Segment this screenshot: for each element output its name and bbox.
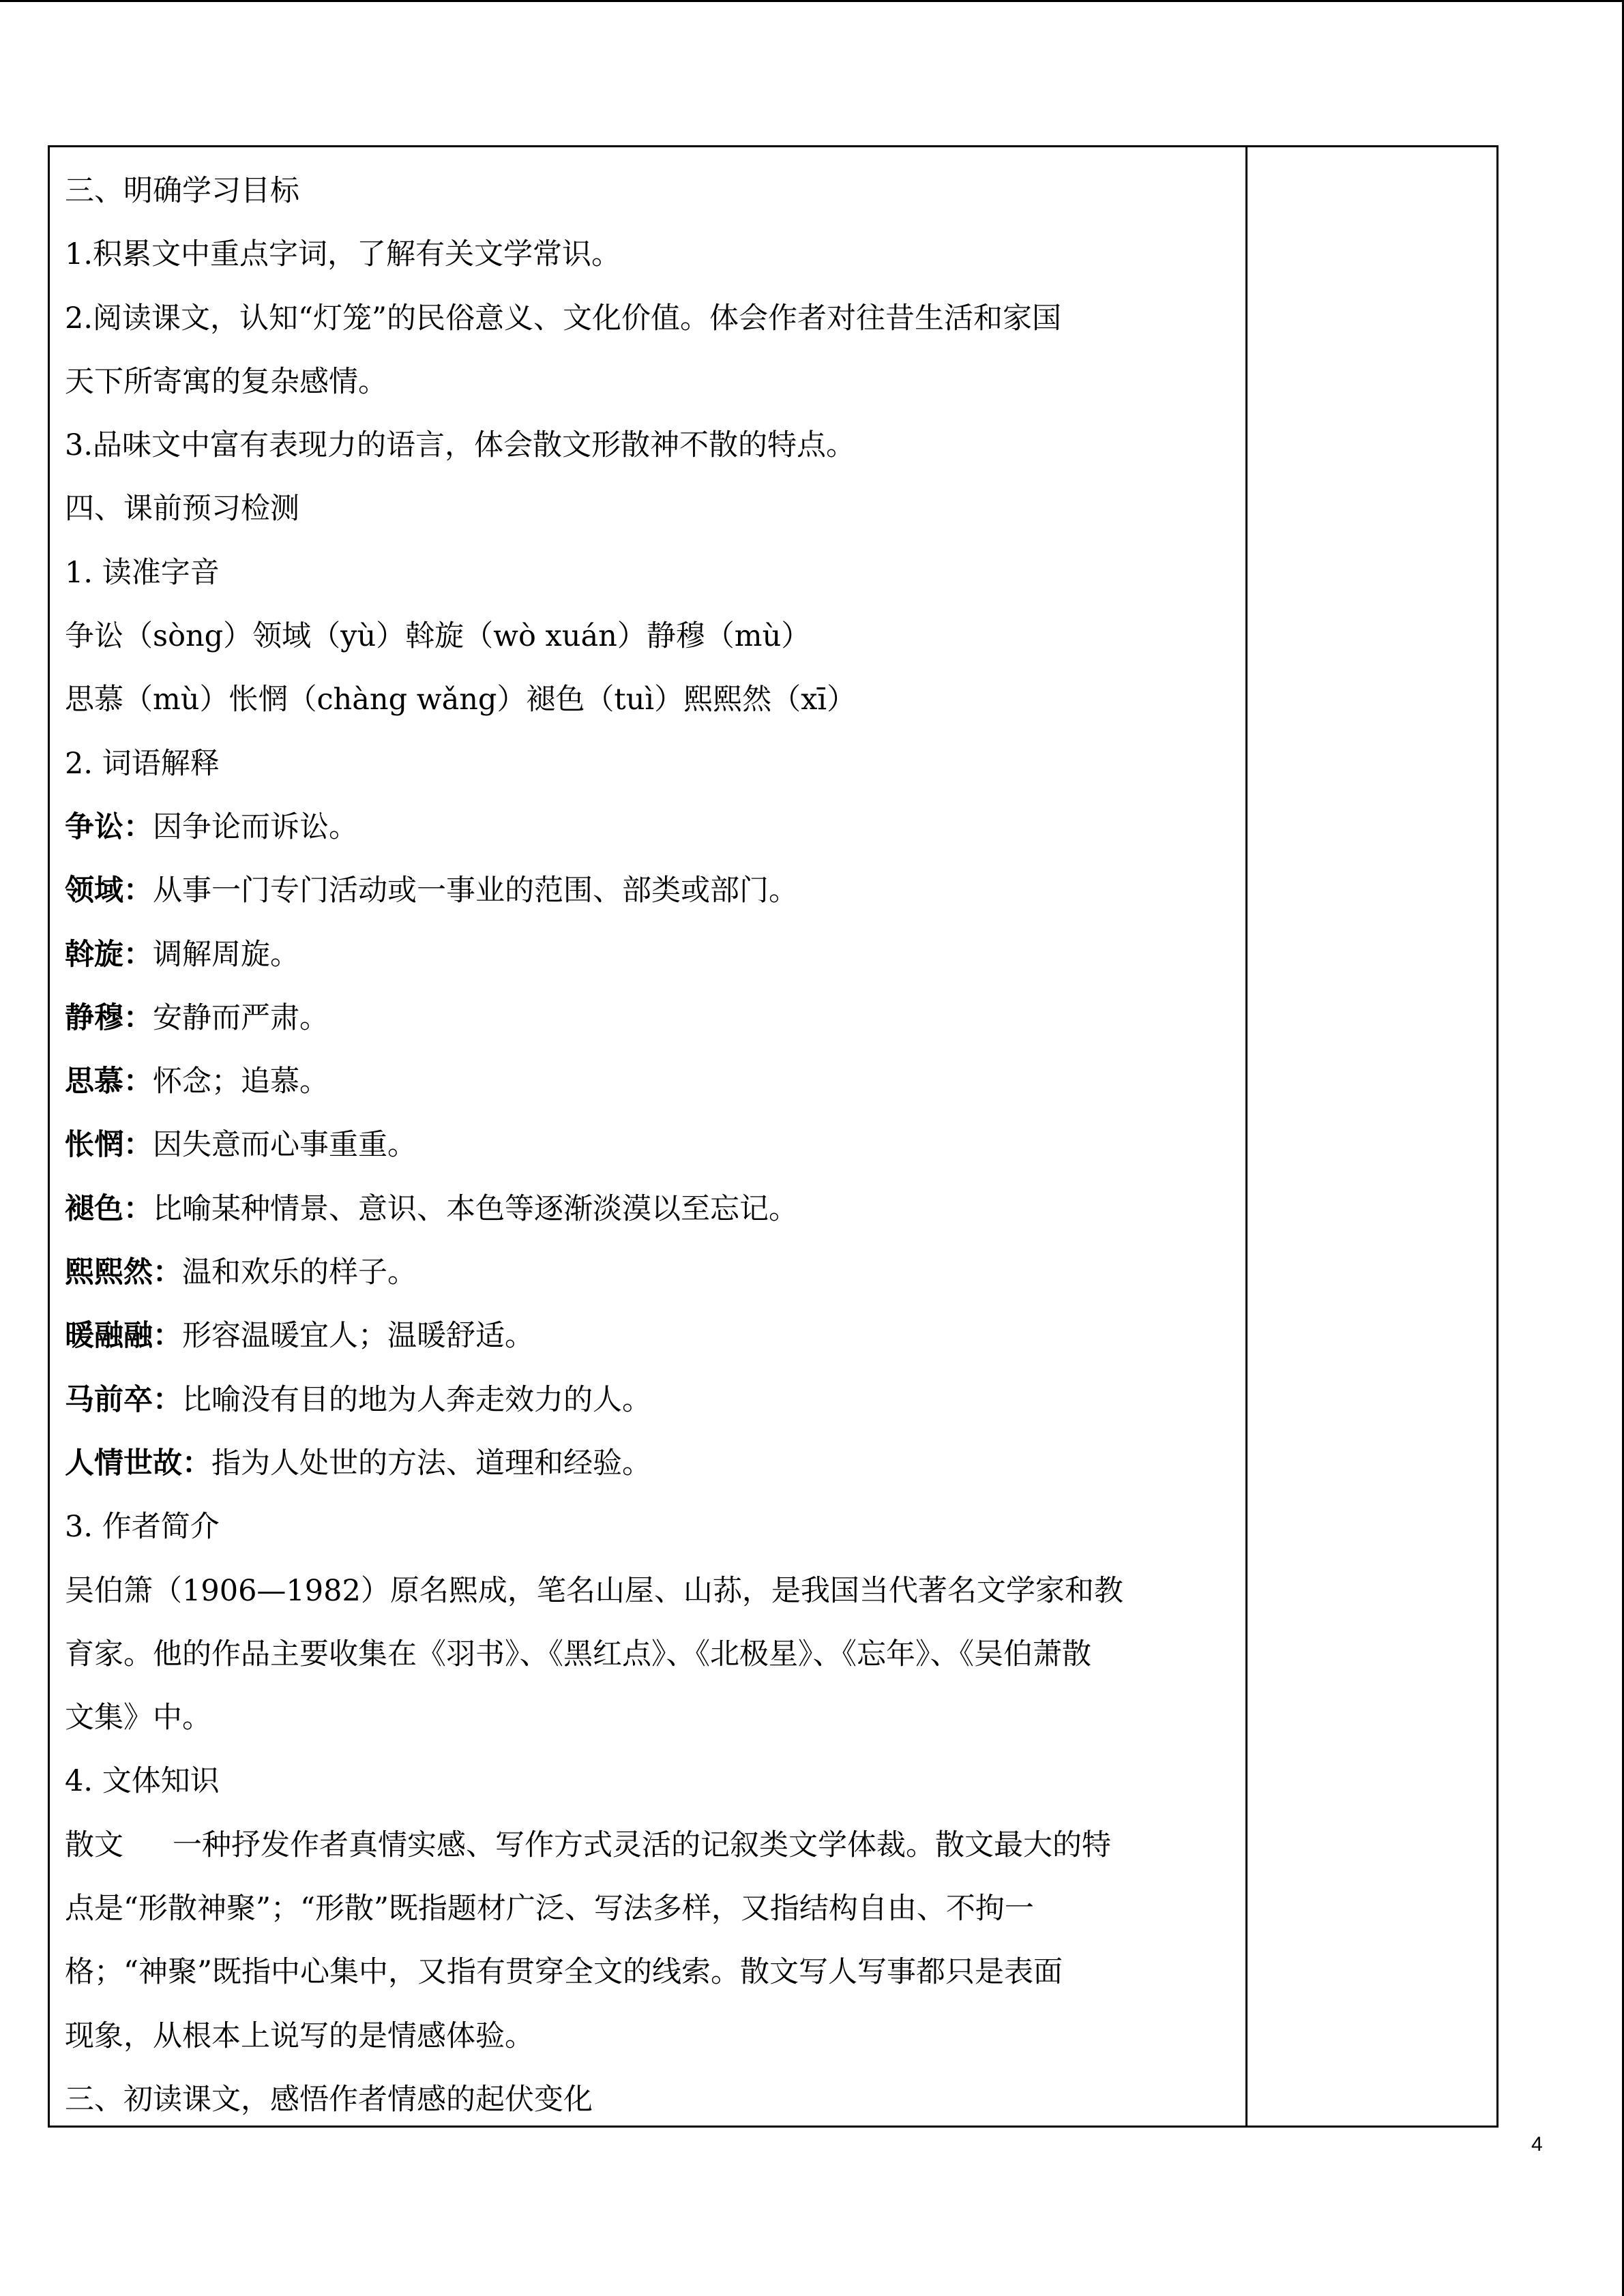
vocab-term: 争讼： xyxy=(65,809,153,844)
author-line-2: 育家。他的作品主要收集在《羽书》、《黑红点》、《北极星》、《忘年》、《吴伯萧散 xyxy=(65,1637,1091,1671)
vocab-definition: 形容温暖宜人；温暖舒适。 xyxy=(182,1319,534,1354)
vocab-term: 熙熙然： xyxy=(65,1255,182,1290)
author-line-1: 吴伯箫（1906—1982）原名熙成，笔名山屋、山荪，是我国当代著名文学家和教 xyxy=(65,1573,1123,1608)
genre-label: 散文 xyxy=(65,1828,123,1862)
vocab-definition: 因失意而心事重重。 xyxy=(153,1128,417,1163)
column-divider xyxy=(1245,147,1247,2126)
vocab-term: 领域： xyxy=(65,874,153,908)
genre-line-2: 点是“形散神聚”；“形散”既指题材广泛、写法多样，又指结构自由、不拘一 xyxy=(65,1892,1034,1926)
vocab-item xyxy=(65,796,1231,859)
vocab-term: 斡旋： xyxy=(65,937,153,972)
section-heading-goals: 三、明确学习目标 xyxy=(65,174,299,208)
vocab-item xyxy=(65,1178,1231,1241)
vocab-definition: 比喻没有目的地为人奔走效力的人。 xyxy=(182,1382,651,1417)
genre-text: 一种抒发作者真情实感、写作方式灵活的记叙类文学体裁。散文最大的特 xyxy=(173,1828,1111,1862)
vocab-item xyxy=(65,1304,1231,1368)
section-heading-reading: 三、初读课文，感悟作者情感的起伏变化 xyxy=(65,2082,593,2117)
vocabulary-heading: 2. 词语解释 xyxy=(65,746,220,781)
vocab-item xyxy=(65,859,1231,923)
vocab-term: 马前卒： xyxy=(65,1382,182,1417)
vocab-item xyxy=(65,1050,1231,1114)
lesson-table xyxy=(48,145,1498,2128)
vocab-definition: 调解周旋。 xyxy=(153,937,299,972)
author-line-3: 文集》中。 xyxy=(65,1701,211,1735)
pronunciation-line-1: 争讼（sòng）领域（yù）斡旋（wò xuán）静穆（mù） xyxy=(65,619,811,654)
top-border xyxy=(0,0,1624,2)
vocab-term: 暖融融： xyxy=(65,1319,182,1354)
goal-2-line-2: 天下所寄寓的复杂感情。 xyxy=(65,364,387,399)
vocab-item xyxy=(65,1114,1231,1177)
vocab-item xyxy=(65,987,1231,1050)
pronunciation-heading: 1. 读准字音 xyxy=(65,555,220,590)
vocab-term: 思慕： xyxy=(65,1064,153,1099)
main-content-cell xyxy=(65,160,1231,2132)
genre-line-1 xyxy=(65,1814,1231,1877)
vocab-term: 怅惘： xyxy=(65,1128,153,1163)
vocab-definition: 怀念；追慕。 xyxy=(153,1064,329,1099)
author-heading: 3. 作者简介 xyxy=(65,1510,220,1545)
vocab-definition: 从事一门专门活动或一事业的范围、部类或部门。 xyxy=(153,874,798,908)
vocab-definition: 因争论而诉讼。 xyxy=(153,809,358,844)
goal-2-line-1: 2.阅读课文，认知“灯笼”的民俗意义、文化价值。体会作者对往昔生活和家国 xyxy=(65,301,1061,336)
vocab-item xyxy=(65,1241,1231,1304)
vocab-term: 静穆： xyxy=(65,1000,153,1035)
section-heading-preview: 四、课前预习检测 xyxy=(65,492,299,526)
vocab-item xyxy=(65,923,1231,987)
genre-heading: 4. 文体知识 xyxy=(65,1764,220,1799)
page-number: 4 xyxy=(1531,2133,1543,2156)
vocab-definition: 安静而严肃。 xyxy=(153,1000,329,1035)
vocab-term: 人情世故： xyxy=(65,1446,211,1480)
vocab-term: 褪色： xyxy=(65,1191,153,1226)
goal-3: 3.品味文中富有表现力的语言，体会散文形散神不散的特点。 xyxy=(65,428,856,463)
vocab-item xyxy=(65,1432,1231,1495)
vocab-definition: 温和欢乐的样子。 xyxy=(182,1255,417,1290)
genre-line-4: 现象，从根本上说写的是情感体验。 xyxy=(65,2018,534,2053)
vocab-definition: 指为人处世的方法、道理和经验。 xyxy=(211,1446,651,1480)
genre-line-3: 格；“神聚”既指中心集中，又指有贯穿全文的线索。散文写人写事都只是表面 xyxy=(65,1955,1063,1990)
pronunciation-line-2: 思慕（mù）怅惘（chàng wǎng）褪色（tuì）熙熙然（xī） xyxy=(65,683,857,717)
vocab-item xyxy=(65,1369,1231,1432)
goal-1: 1.积累文中重点字词，了解有关文学常识。 xyxy=(65,237,621,272)
vocab-definition: 比喻某种情景、意识、本色等逐渐淡漠以至忘记。 xyxy=(153,1191,798,1226)
